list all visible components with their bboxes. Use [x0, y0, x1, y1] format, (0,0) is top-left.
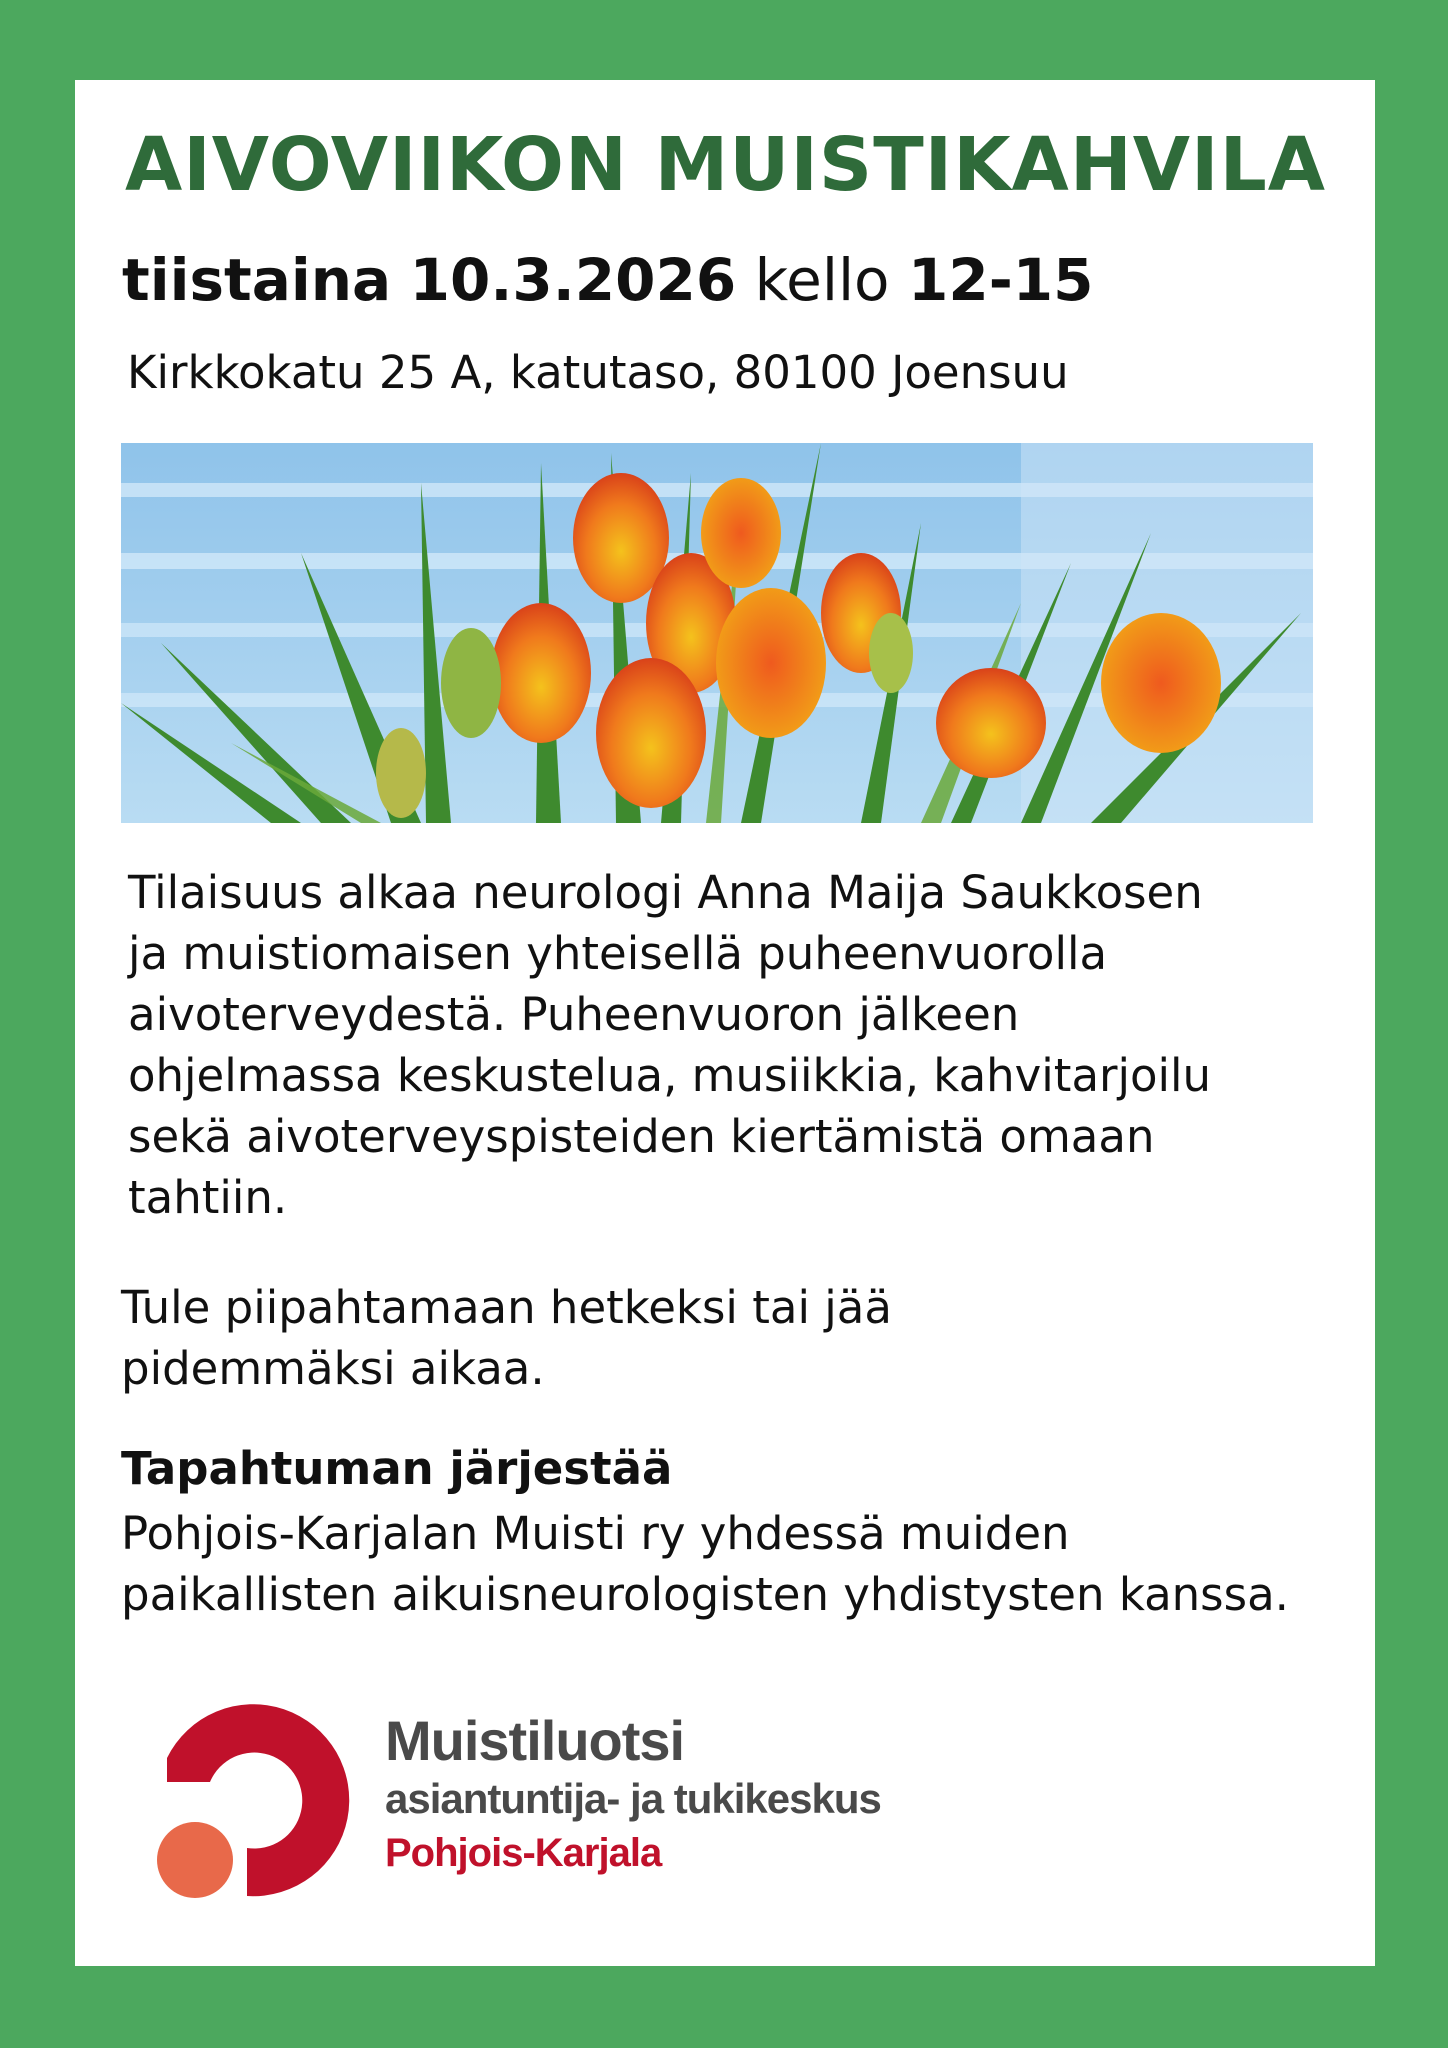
description-line: ja muistiomaisen yhteisellä puheenvuorolla — [128, 927, 1108, 980]
tulips-illustration — [121, 443, 1313, 823]
invitation-text — [121, 1277, 1311, 1399]
muistiluotsi-logo-icon — [155, 1700, 355, 1900]
description-line: sekä aivoterveyspisteiden kiertämistä omaan — [128, 1110, 1155, 1163]
organizer-line: Pohjois-Karjalan Muisti ry yhdessä muiden — [121, 1507, 1070, 1560]
logo-name: Muistiluotsi — [385, 1709, 685, 1772]
logo-subtitle: asiantuntija- ja tukikeskus — [385, 1775, 881, 1822]
poster-sheet — [75, 80, 1375, 1966]
logo-text — [385, 1710, 881, 1880]
invitation-line: pidemmäksi aikaa. — [121, 1342, 545, 1395]
description-line: ohjelmassa keskustelua, musiikkia, kahvitarjoilu — [128, 1049, 1212, 1102]
organizer-line: paikallisten aikuisneurologisten yhdistysten kanssa. — [121, 1568, 1289, 1621]
event-description — [128, 862, 1318, 1228]
date-prefix: tiistaina — [122, 246, 392, 314]
logo-region: Pohjois-Karjala — [385, 1831, 662, 1875]
description-line: tahtiin. — [128, 1171, 288, 1224]
event-date: 10.3.2026 — [409, 246, 737, 314]
organizer-heading: Tapahtuman järjestää — [121, 1442, 673, 1495]
invitation-line: Tule piipahtamaan hetkeksi tai jää — [121, 1281, 892, 1334]
event-address: Kirkkokatu 25 A, katutaso, 80100 Joensuu — [127, 346, 1069, 399]
tulips-photo — [121, 443, 1313, 823]
time-prefix: kello — [754, 246, 890, 314]
organizer-text — [121, 1503, 1361, 1625]
description-line: Tilaisuus alkaa neurologi Anna Maija Saukkosen — [128, 866, 1203, 919]
description-line: aivoterveydestä. Puheenvuoron jälkeen — [128, 988, 1020, 1041]
event-datetime — [122, 246, 1093, 314]
poster-title: AIVOVIIKON MUISTIKAHVILA — [125, 122, 1326, 208]
event-time: 12-15 — [907, 246, 1094, 314]
